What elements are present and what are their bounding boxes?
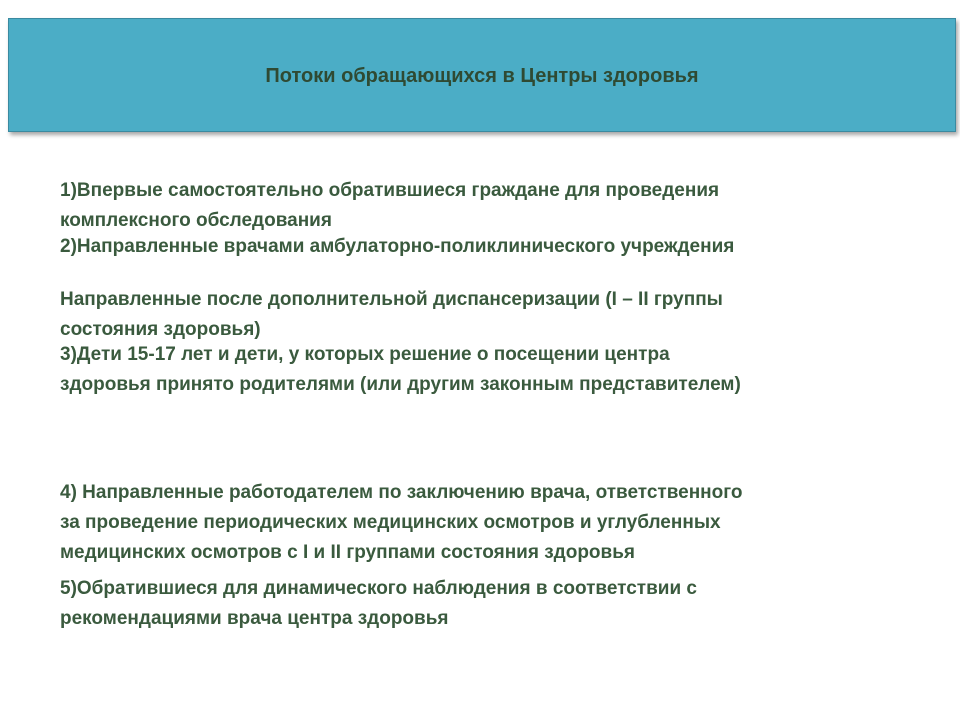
list-item-1: 1)Впервые самостоятельно обратившиеся граждане для проведения комплексного обследования — [60, 180, 720, 231]
list-item-2-sub: Направленные после дополнительной диспансеризации (I – II группы состояния здоровья) — [60, 289, 723, 340]
list-item-4: 4) Направленные работодателем по заключению врача, ответственного за проведение периодических медицинских осмотров и углубленных медицинских осмотров с I и II группами состояния здоровья — [60, 482, 743, 563]
slide-title: Потоки обращающихся в Центры здоровья — [265, 64, 699, 87]
title-banner — [8, 18, 956, 132]
list-item-5: 5)Обратившиеся для динамического наблюдения в соответствии с рекомендациями врача центра здоровья — [60, 578, 697, 629]
list-item-2: 2)Направленные врачами амбулаторно-поликлинического учреждения — [60, 236, 735, 257]
list-item-3: 3)Дети 15-17 лет и дети, у которых решение о посещении центра здоровья принято родителями (или другим законным представителем) — [60, 344, 741, 395]
